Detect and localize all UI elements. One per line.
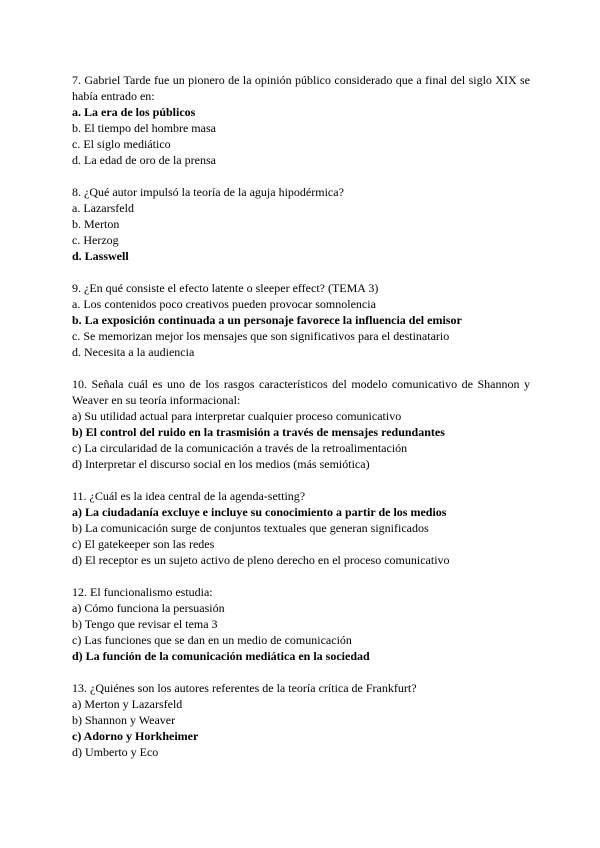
answer-option-a-correct: a. La era de los públicos bbox=[72, 105, 196, 119]
answer-option-b: b) Shannon y Weaver bbox=[72, 713, 176, 727]
question-11 bbox=[72, 488, 530, 568]
answer-option-c: c) Las funciones que se dan en un medio de comunicación bbox=[72, 633, 352, 647]
answer-option-d: d. La edad de oro de la prensa bbox=[72, 153, 216, 167]
answer-option-d-correct: d) La función de la comunicación mediática en la sociedad bbox=[72, 649, 370, 663]
answer-option-c: c. Se memorizan mejor los mensajes que son significativos para el destinatario bbox=[72, 329, 450, 343]
answer-option-c: c. El siglo mediático bbox=[72, 137, 171, 151]
answer-option-a: a) Su utilidad actual para interpretar cualquier proceso comunicativo bbox=[72, 409, 402, 423]
question-stem: 10. Señala cuál es uno de los rasgos característicos del modelo comunicativo de Shannon y Weaver en su teoría informacional: bbox=[72, 377, 530, 407]
answer-option-b-correct: b) El control del ruido en la trasmisión a través de mensajes redundantes bbox=[72, 425, 445, 439]
answer-option-c: c. Herzog bbox=[72, 233, 119, 247]
answer-option-a: a) Cómo funciona la persuasión bbox=[72, 601, 225, 615]
answer-option-a: a. Lazarsfeld bbox=[72, 201, 134, 215]
answer-option-d: d) Umberto y Eco bbox=[72, 745, 159, 759]
question-12 bbox=[72, 584, 530, 664]
answer-option-d-correct: d. Lasswell bbox=[72, 249, 129, 263]
answer-option-a: a) Merton y Lazarsfeld bbox=[72, 697, 183, 711]
answer-option-a-correct: a) La ciudadanía excluye e incluye su conocimiento a partir de los medios bbox=[72, 505, 447, 519]
answer-option-b: b) La comunicación surge de conjuntos textuales que generan significados bbox=[72, 521, 429, 535]
answer-option-d: d) Interpretar el discurso social en los medios (más semiótica) bbox=[72, 457, 370, 471]
question-stem: 12. El funcionalismo estudia: bbox=[72, 585, 213, 599]
answer-option-b: b. Merton bbox=[72, 217, 120, 231]
answer-option-b: b. El tiempo del hombre masa bbox=[72, 121, 216, 135]
question-13 bbox=[72, 680, 530, 760]
answer-option-c: c) La circularidad de la comunicación a través de la retroalimentación bbox=[72, 441, 408, 455]
question-10 bbox=[72, 376, 530, 472]
answer-option-b-correct: b. La exposición continuada a un personaje favorece la influencia del emisor bbox=[72, 313, 462, 327]
question-stem: 11. ¿Cuál es la idea central de la agenda-setting? bbox=[72, 489, 306, 503]
question-7 bbox=[72, 72, 530, 168]
answer-option-c: c) El gatekeeper son las redes bbox=[72, 537, 215, 551]
question-stem: 8. ¿Qué autor impulsó la teoría de la aguja hipodérmica? bbox=[72, 185, 344, 199]
answer-option-c-correct: c) Adorno y Horkheimer bbox=[72, 729, 199, 743]
question-stem: 13. ¿Quiénes son los autores referentes de la teoría crítica de Frankfurt? bbox=[72, 681, 417, 695]
answer-option-b: b) Tengo que revisar el tema 3 bbox=[72, 617, 218, 631]
answer-option-d: d. Necesita a la audiencia bbox=[72, 345, 195, 359]
question-stem: 9. ¿En qué consiste el efecto latente o sleeper effect? (TEMA 3) bbox=[72, 281, 379, 295]
question-stem: 7. Gabriel Tarde fue un pionero de la opinión público considerado que a final del siglo XIX se había entrado en: bbox=[72, 73, 530, 103]
question-9 bbox=[72, 280, 530, 360]
question-8 bbox=[72, 184, 530, 264]
document-page bbox=[72, 72, 530, 776]
answer-option-d: d) El receptor es un sujeto activo de pleno derecho en el proceso comunicativo bbox=[72, 553, 450, 567]
answer-option-a: a. Los contenidos poco creativos pueden provocar somnolencia bbox=[72, 297, 376, 311]
